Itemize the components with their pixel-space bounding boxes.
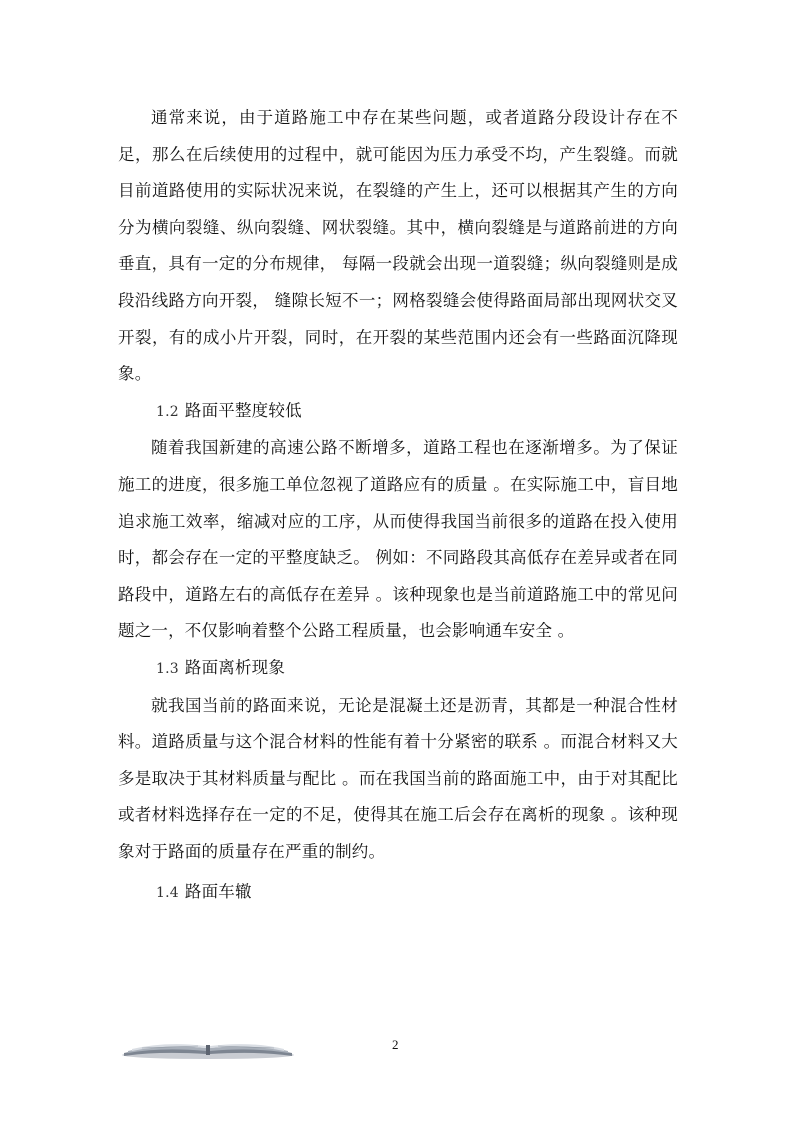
- section-heading-1-2: [118, 393, 678, 431]
- section-heading-1-4: [118, 874, 678, 912]
- section-heading-1-3: [118, 650, 678, 688]
- page-footer: [0, 1030, 794, 1070]
- page-number: 2: [392, 1037, 399, 1052]
- section-title: 路面平整度较低: [184, 400, 302, 420]
- section-number: 1.3: [156, 660, 179, 677]
- open-book-icon: [118, 1036, 298, 1060]
- section-title: 路面车辙: [184, 882, 252, 902]
- paragraph-segregation: 就我国当前的路面来说，无论是混凝土还是沥青，其都是一种混合性材料。道路质量与这个混合材料的性能有着十分紧密的联系 。而混合材料又大多是取决于其材料质量与配比 。而在我国当前的路面施工中，由于对其配比或者材料选择存在一定的不足，使得其在施工后会存在离析的现象 。该种现象对于路面的质量存在严重的制约。: [118, 695, 678, 861]
- paragraph-flatness: 随着我国新建的高速公路不断增多，道路工程也在逐渐增多。为了保证施工的进度，很多施工单位忽视了道路应有的质量 。在实际施工中，盲目地追求施工效率，缩减对应的工序，从而使得我国当前很多的道路在投入使用时，都会存在一定的平整度缺乏。 例如：不同路段其高低存在差异或者在同路段中，道路左右的高低存在差异 。该种现象也是当前道路施工中的常见问题之一，不仅影响着整个公路工程质量，也会影响通车安全 。: [118, 438, 678, 641]
- document-body: [118, 100, 678, 912]
- section-number: 1.2: [156, 403, 179, 420]
- paragraph-cracks: 通常来说，由于道路施工中存在某些问题，或者道路分段设计存在不足，那么在后续使用的过程中，就可能因为压力承受不均，产生裂缝。而就目前道路使用的实际状况来说，在裂缝的产生上，还可以根据其产生的方向分为横向裂缝、纵向裂缝、网状裂缝。其中，横向裂缝是与道路前进的方向垂直，具有一定的分布规律， 每隔一段就会出现一道裂缝；纵向裂缝则是成段沿线路方向开裂， 缝隙长短不一；网格裂缝会使得路面局部出现网状交叉开裂，有的成小片开裂，同时，在开裂的某些范围内还会有一些路面沉降现象。: [118, 108, 678, 384]
- section-title: 路面离析现象: [184, 657, 286, 677]
- section-number: 1.4: [156, 885, 179, 902]
